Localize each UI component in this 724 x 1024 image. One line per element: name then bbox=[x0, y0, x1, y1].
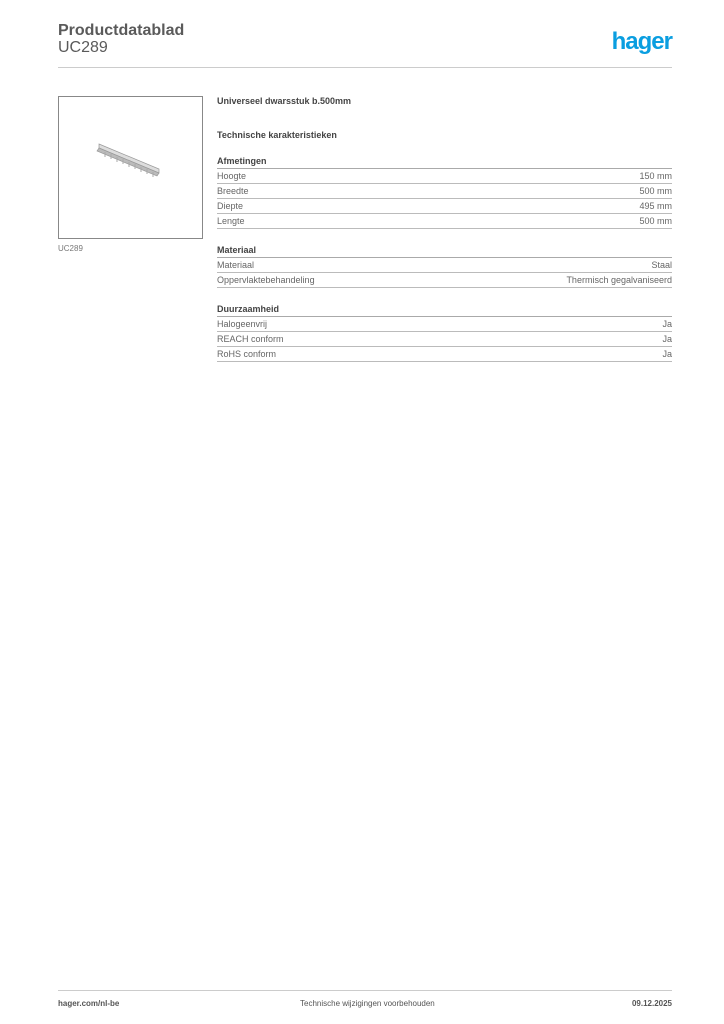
spec-value: 500 mm bbox=[639, 216, 672, 226]
spec-label: Oppervlaktebehandeling bbox=[217, 275, 315, 285]
spec-row bbox=[217, 317, 672, 332]
spec-label: Materiaal bbox=[217, 260, 255, 270]
spec-label: RoHS conform bbox=[217, 349, 277, 359]
spec-label: Breedte bbox=[217, 186, 249, 196]
spec-row bbox=[217, 199, 672, 214]
spec-label: Diepte bbox=[217, 201, 244, 211]
crossbar-product-illustration bbox=[59, 97, 202, 238]
spec-value: Ja bbox=[662, 334, 672, 344]
spec-value: 495 mm bbox=[639, 201, 672, 211]
product-name: Universeel dwarsstuk b.500mm bbox=[217, 96, 352, 106]
spec-row bbox=[217, 214, 672, 229]
spec-row bbox=[217, 273, 672, 288]
section-heading: Afmetingen bbox=[217, 150, 672, 169]
spec-row bbox=[217, 184, 672, 199]
page-title: Productdatablad bbox=[58, 22, 185, 39]
spec-value: Staal bbox=[651, 260, 672, 270]
footer-note: Technische wijzigingen voorbehouden bbox=[300, 999, 435, 1008]
spec-value: Thermisch gegalvaniseerd bbox=[566, 275, 672, 285]
spec-heading: Technische karakteristieken bbox=[217, 130, 337, 140]
section-gap bbox=[217, 229, 672, 239]
image-caption: UC289 bbox=[58, 244, 83, 253]
spec-row bbox=[217, 258, 672, 273]
spec-label: Halogeenvrij bbox=[217, 319, 268, 329]
spec-value: 500 mm bbox=[639, 186, 672, 196]
product-image bbox=[58, 96, 203, 239]
section-heading: Duurzaamheid bbox=[217, 298, 672, 317]
footer-date: 09.12.2025 bbox=[631, 999, 672, 1008]
spec-sections bbox=[217, 150, 672, 362]
hager-logo: hager bbox=[611, 28, 672, 55]
footer-divider bbox=[58, 990, 672, 991]
footer-website[interactable]: hager.com/nl-be bbox=[58, 999, 120, 1008]
spec-label: REACH conform bbox=[217, 334, 284, 344]
header-divider bbox=[58, 67, 672, 68]
spec-row bbox=[217, 169, 672, 184]
section-heading: Materiaal bbox=[217, 239, 672, 258]
spec-label: Lengte bbox=[217, 216, 245, 226]
section-gap bbox=[217, 288, 672, 298]
spec-row bbox=[217, 332, 672, 347]
product-code: UC289 bbox=[58, 39, 108, 56]
spec-value: Ja bbox=[662, 319, 672, 329]
spec-row bbox=[217, 347, 672, 362]
spec-panel bbox=[217, 96, 672, 362]
spec-value: 150 mm bbox=[639, 171, 672, 181]
spec-label: Hoogte bbox=[217, 171, 247, 181]
spec-value: Ja bbox=[662, 349, 672, 359]
